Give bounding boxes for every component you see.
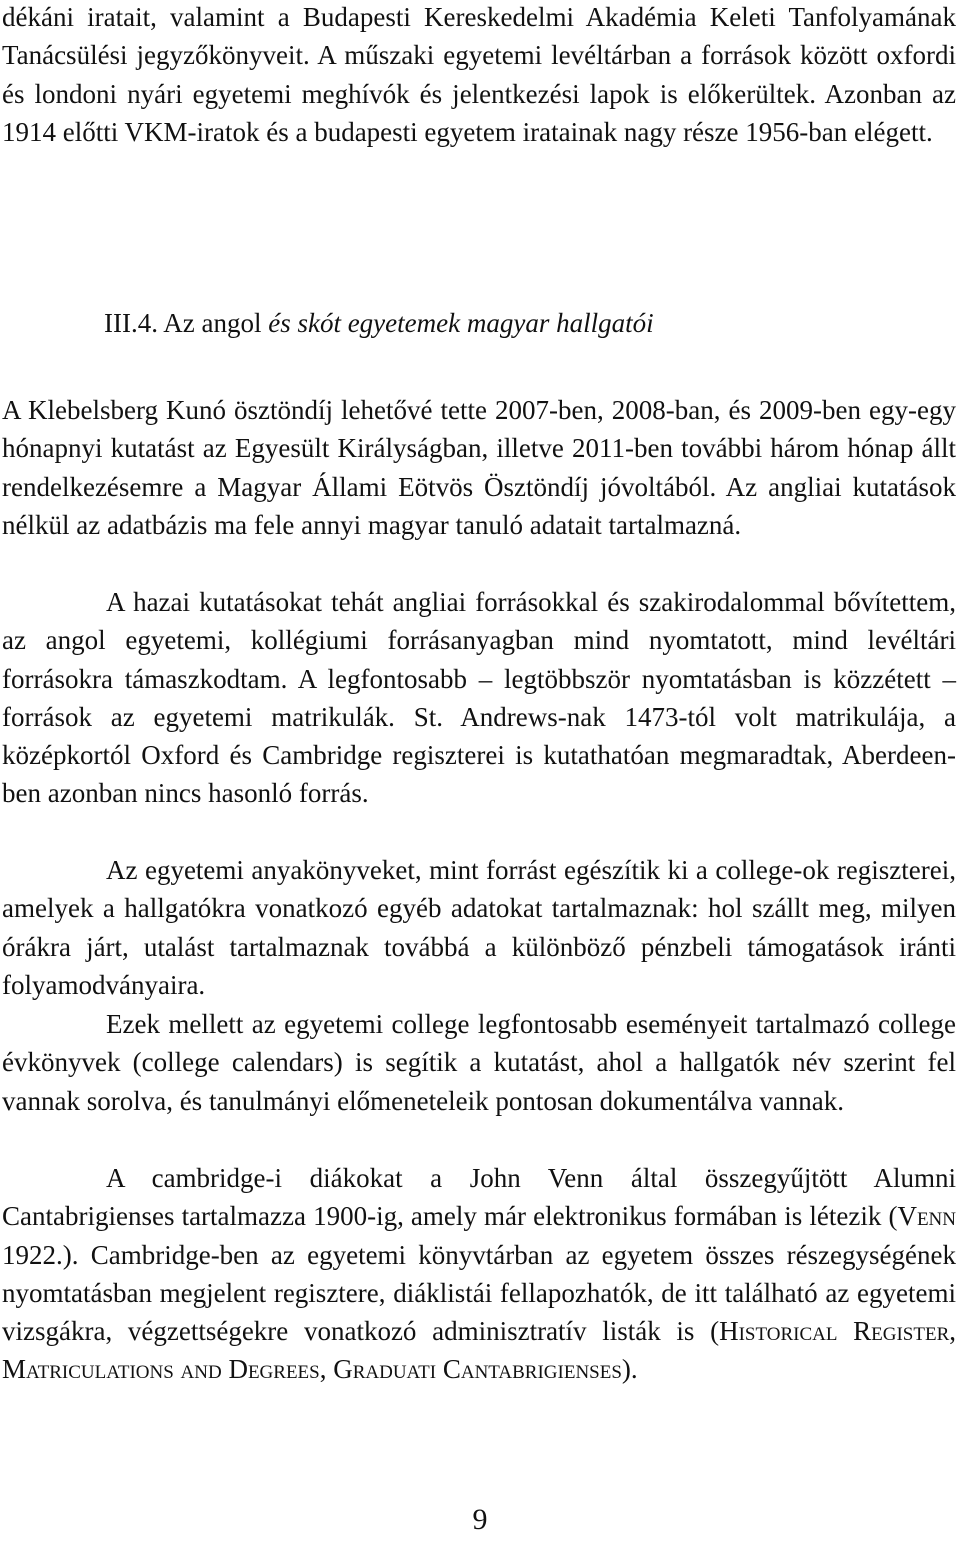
body-paragraph-3: Az egyetemi anyakönyveket, mint forrást egészítik ki a college-ok regiszterei, amelyek a hallgatókra vonatkozó egyéb adatokat tartalmaznak: hol szállt meg, milyen órákra járt, utalást tartalmaznak továbbá a különböző pénzbeli támogatások iránti folyamodványaira. (2, 855, 956, 1000)
body-paragraph-2: A hazai kutatásokat tehát angliai forrásokkal és szakirodalommal bővítettem, az angol egyetemi, kollégiumi forrásanyagban mind nyomtatott, mind levéltári forrásokra támaszkodtam. A legfontosabb – legtöbbször nyomtatásban is közzétett – források az egyetemi matrikulák. St. Andrews-nak 1473-tól volt matrikulája, a középkortól Oxford és Cambridge regiszterei is kutathatóan megmaradtak, Aberdeen-ben azonban nincs hasonló forrás. (2, 587, 956, 809)
section-title-plain: Az angol (163, 308, 262, 338)
section-number: III.4. (104, 308, 158, 338)
paragraph-5-text-a: A cambridge-i diákokat a John Venn által összegyűjtött Alumni Cantabrigienses tartalmazza 1900-ig, amely már elektronikus formában is létezik ( (2, 1163, 956, 1232)
paragraph-5-text-b: 1922.). Cambridge-ben az egyetemi könyvtárban az egyetem összes részegységének nyomtatásban megjelent regisztere, diáklistái fellapozhatók, de itt található az egyetemi vizsgákra, végzettségekre vonatkozó adminisztratív listák is ( (2, 1239, 956, 1347)
body-paragraph-4: Ezek mellett az egyetemi college legfontosabb eseményeit tartalmazó college évkönyvek (college calendars) is segítik a kutatást, ahol a hallgatók név szerint fel vannak sorolva, és tanulmányi előmeneteleik pontosan dokumentálva vannak. (2, 1009, 956, 1116)
paragraph-5-text-c: ). (621, 1354, 638, 1385)
source-references: Historical Register, Matriculations and Degrees, Graduati Cantabrigienses (2, 1316, 956, 1385)
citation-venn: Venn (897, 1201, 956, 1232)
intro-paragraph: dékáni iratait, valamint a Budapesti Kereskedelmi Akadémia Keleti Tanfolyamának Tanácsülési jegyzőkönyveit. A műszaki egyetemi levéltárban a források között oxfordi és londoni nyári egyetemi meghívók és jelentkezési lapok is előkerültek. Azonban az 1914 előtti VKM-iratok és a budapesti egyetem iratainak nagy része 1956-ban elégett. (2, 2, 956, 147)
page-number: 9 (472, 1503, 488, 1536)
section-title-italic: és skót egyetemek magyar hallgatói (268, 308, 654, 338)
body-paragraph-1: A Klebelsberg Kunó ösztöndíj lehetővé tette 2007-ben, 2008-ban, és 2009-ben egy-egy hónapnyi kutatást az Egyesült Királyságban, illetve 2011-ben további három hónap állt rendelkezésemre a Magyar Állami Eötvös Ösztöndíj jóvoltából. Az angliai kutatások nélkül az adatbázis ma fele annyi magyar tanuló adatait tartalmazná. (2, 395, 956, 540)
section-heading (104, 308, 654, 339)
body-paragraph-5 (2, 1159, 956, 1389)
